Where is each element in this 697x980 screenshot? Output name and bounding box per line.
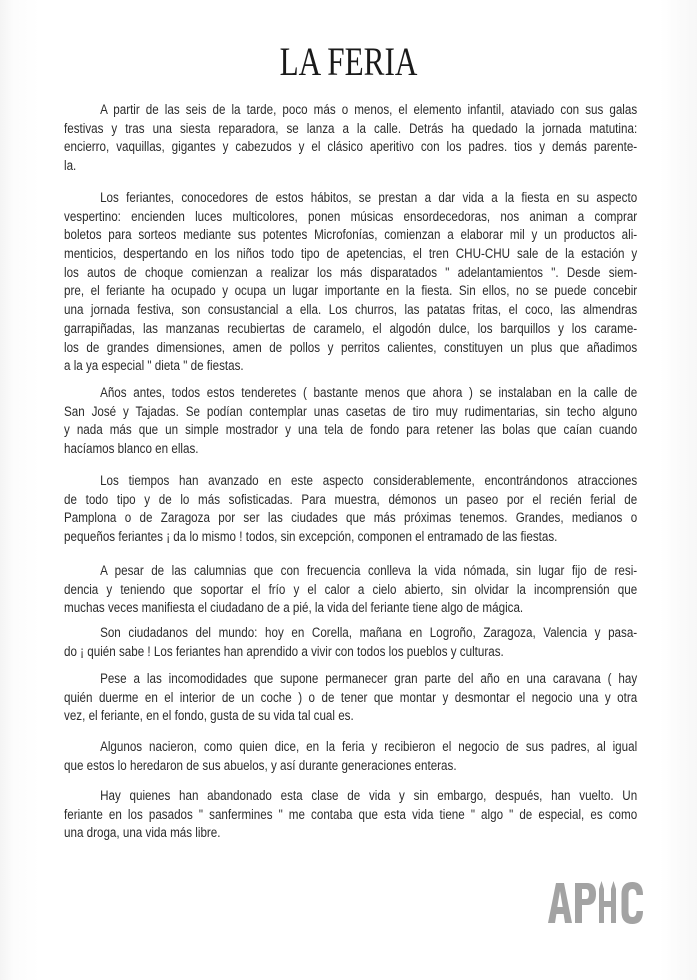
line-text: Pese a las incomodidades que supone permanecer gran parte del año en una caravana ( hay: [100, 671, 638, 687]
text-line: [64, 120, 637, 139]
text-line: [64, 157, 637, 176]
aphc-logo-icon: [546, 877, 646, 925]
line-text: Los feriantes, conocedores de estos hábitos, se prestan a dar vida a la fiesta en su aspecto: [100, 190, 638, 206]
text-line: [64, 357, 637, 376]
text-line: [64, 562, 637, 581]
text-line: [64, 421, 637, 440]
text-line: [64, 599, 637, 618]
text-line: [64, 226, 637, 245]
text-line: [64, 509, 637, 528]
line-text: feriante en los pasados " sanfermines " me contaba que esta vida tiene " algo " de especial, es como: [64, 806, 638, 823]
text-line: [64, 806, 637, 825]
text-line: [64, 440, 637, 459]
line-text: vespertino: encienden luces multicolores, ponen músicas ensordecedoras, nos animan a comprar: [64, 208, 638, 225]
line-text: los autos de choque comienzan a realizar los más disparatados " adelantamientos ". Desde siem-: [64, 264, 638, 281]
line-text: muchas veces manifiesta el ciudadano de a pié, la vida del feriante tiene algo de mágica.: [64, 600, 524, 617]
aphc-watermark-logo: [546, 877, 646, 925]
line-text: San José y Tajadas. Se podían contemplar unas casetas de tiro muy rudimentarias, sin techo alguno: [64, 403, 638, 420]
text-line: [64, 824, 637, 843]
text-line: [64, 301, 637, 320]
paragraph: [64, 189, 637, 376]
line-text: una droga, una vida más libre.: [64, 825, 221, 842]
line-text: menticios, despertando en los niños todo tipo de apetencias, el tren CHU-CHU sale de la estación y: [64, 246, 638, 263]
text-line: [64, 581, 637, 600]
line-text: Pamplona o de Zaragoza por ser las ciudades que más próximas tenemos. Grandes, medianos o: [64, 510, 638, 527]
line-text: Hay quienes han abandonado esta clase de vida y sin embargo, después, han vuelto. Un: [100, 788, 638, 804]
line-text: Son ciudadanos del mundo: hoy en Corella, mañana en Logroño, Zaragoza, Valencia y pasa-: [100, 625, 638, 641]
paragraph: [64, 562, 637, 618]
text-line: [64, 738, 637, 757]
line-text: do ¡ quién sabe ! Los feriantes han aprendido a vivir con todos los pueblos y culturas.: [64, 643, 504, 660]
text-line: [64, 472, 637, 491]
line-text: y nada más que un simple mostrador y una tela de fondo para retener las bolas que caían cuando: [64, 422, 638, 439]
text-line: [64, 528, 637, 547]
text-line: [64, 757, 637, 776]
text-line: [64, 138, 637, 157]
line-text: A partir de las seis de la tarde, poco más o menos, el elemento infantil, ataviado con sus galas: [100, 102, 638, 118]
line-text: pequeños feriantes ¡ da lo mismo ! todos, sin excepción, componen el entramado de las fiestas.: [64, 529, 558, 546]
text-line: [64, 403, 637, 422]
text-line: [64, 491, 637, 510]
line-text: boletos para sorteos mediante sus potentes Microfonías, comienzan a elaborar mil y un productos ali-: [64, 227, 638, 244]
text-line: [64, 282, 637, 301]
page-title: LA FERIA: [279, 39, 418, 84]
watermark-text: APHC: [546, 877, 549, 878]
line-text: encierro, vaquillas, gigantes y cabezudos y el clásico aperitivo con los padres. tios y demás parente-: [64, 139, 638, 156]
text-line: [64, 707, 637, 726]
text-line: [64, 189, 637, 208]
line-text: los de grandes dimensiones, amen de pollos y perritos calientes, constituyen un plus que añadimos: [64, 339, 638, 356]
paragraph: [64, 101, 637, 176]
line-text: vez, el feriante, en el fondo, gusta de su vida tal cual es.: [64, 708, 354, 725]
paragraph: [64, 384, 637, 459]
text-line: [64, 245, 637, 264]
text-line: [64, 624, 637, 643]
paragraph: [64, 624, 637, 661]
line-text: una jornada festiva, son consustancial a ella. Los churros, las patatas fritas, el coco, las almendras: [64, 302, 638, 319]
line-text: A pesar de las calumnias que con frecuencia conlleva la vida nómada, sin lugar fijo de resi-: [100, 563, 638, 579]
text-line: [64, 689, 637, 708]
line-text: quién duerme en el interior de un coche ) o de tener que montar y desmontar el negocio una y otra: [64, 689, 638, 706]
line-text: a la ya especial " dieta " de fiestas.: [64, 358, 244, 375]
line-text: pre, el feriante ha ocupado y ocupa un lugar importante en la fiesta. Sin ellos, no se puede concebir: [64, 283, 638, 300]
text-line: [64, 643, 637, 662]
paragraph: [64, 670, 637, 726]
text-line: [64, 339, 637, 358]
line-text: Años antes, todos estos tenderetes ( bastante menos que ahora ) se instalaban en la calle de: [100, 385, 638, 401]
paragraph: [64, 787, 637, 843]
paragraph: [64, 472, 637, 547]
line-text: garrapiñadas, las manzanas recubiertas de caramelo, el algodón dulce, los barquillos y los carame-: [64, 320, 638, 337]
text-line: [64, 384, 637, 403]
text-line: [64, 264, 637, 283]
line-text: dencia y teniendo que soportar el frío y el calor a cielo abierto, sin olvidar la incomprensión que: [64, 581, 638, 598]
text-line: [64, 787, 637, 806]
text-line: [64, 320, 637, 339]
paragraph: [64, 738, 637, 775]
line-text: de todo tipo y de lo más sofisticadas. Para muestra, démonos un paseo por el recién ferial de: [64, 491, 638, 508]
line-text: Algunos nacieron, como quien dice, en la feria y recibieron el negocio de sus padres, al igual: [100, 739, 638, 755]
line-text: que estos lo heredaron de sus abuelos, y así durante generaciones enteras.: [64, 757, 457, 774]
text-line: [64, 670, 637, 689]
line-text: festivas y tras una siesta reparadora, se lanza a la calle. Detrás ha quedado la jornada matutina:: [64, 120, 638, 137]
line-text: la.: [64, 158, 77, 175]
line-text: hacíamos blanco en ellas.: [64, 441, 199, 458]
line-text: Los tiempos han avanzado en este aspecto considerablemente, encontrándonos atracciones: [100, 473, 638, 489]
text-line: [64, 208, 637, 227]
text-line: [64, 101, 637, 120]
